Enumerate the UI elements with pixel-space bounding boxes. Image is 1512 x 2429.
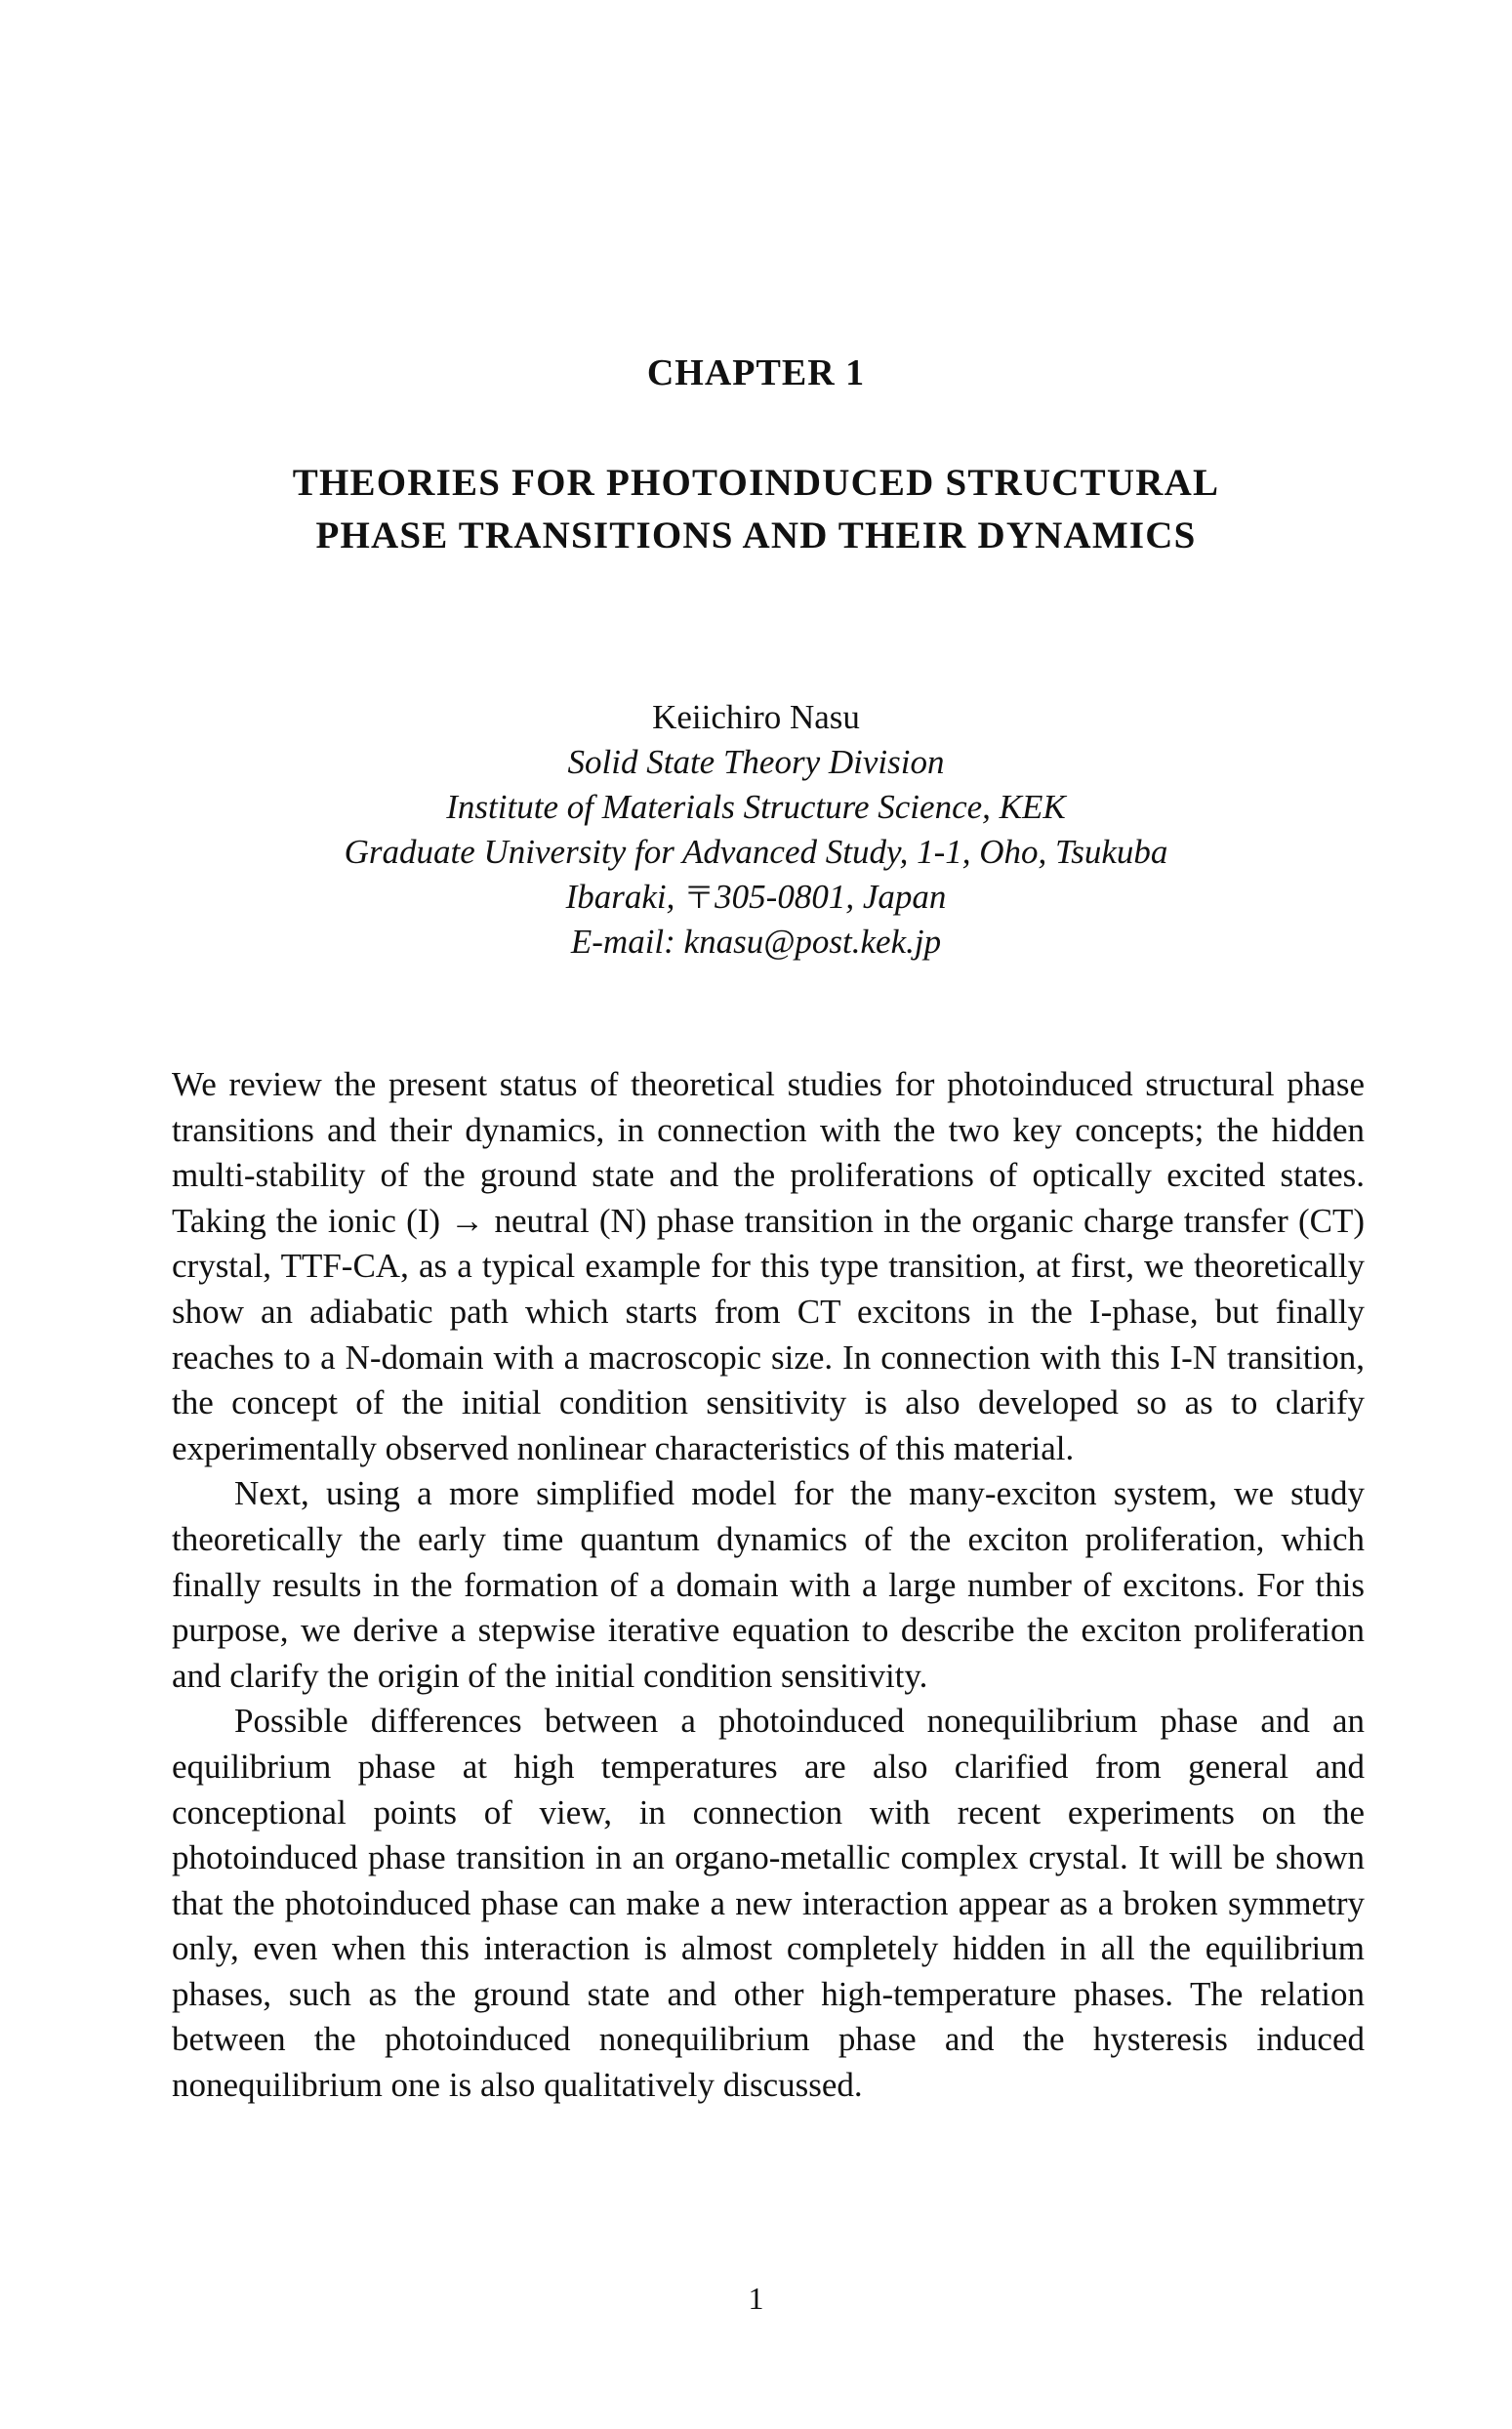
chapter-label: CHAPTER 1 — [646, 352, 866, 393]
affiliation-division: Solid State Theory Division — [567, 743, 945, 781]
abstract-paragraph-2: Next, using a more simplified model for the many-exciton system, we study theoretically the early time quantum dynamics of the exciton proliferation, which finally results in the formation of a domain with a large number of excitons. For this purpose, we derive a stepwise iterative equation to describe the exciton proliferation and clarify the origin of the initial condition sensitivity. — [172, 1474, 1365, 1695]
author-name: Keiichiro Nasu — [652, 698, 860, 736]
postal-mark-icon: 〒 — [683, 879, 715, 916]
chapter-title-line-2: PHASE TRANSITIONS AND THEIR DYNAMICS — [315, 515, 1197, 556]
affiliation-institute: Institute of Materials Structure Science, KEK — [446, 788, 1066, 826]
chapter-title — [0, 457, 1512, 562]
abstract-paragraph-3: Possible differences between a photoinduced nonequilibrium phase and an equilibrium phase at high temperatures are also clarified from general and conceptional points of view, in connection with recent experiments on the photoinduced phase transition in an organo-metallic complex crystal. It will be shown that the photoinduced phase can make a new interaction appear as a broken symmetry only, even when this interaction is almost completely hidden in all the equilibrium phases, such as the ground state and other high-temperature phases. The relation between the photoinduced nonequilibrium phase and the hysteresis induced nonequilibrium one is also qualitatively discussed. — [172, 1702, 1365, 2105]
abstract-paragraph-1: We review the present status of theoretical studies for photoinduced structural phase transitions and their dynamics, in connection with the two key concepts; the hidden multi-stability of the ground state and the proliferations of optically excited states. Taking the ionic (I) → neutral (N) phase transition in the organic charge transfer (CT) crystal, TTF-CA, as a typical example for this type transition, at first, we theoretically show an adiabatic path which starts from CT excitons in the I-phase, but finally reaches to a N-domain with a macroscopic size. In connection with this I-N transition, the concept of the initial condition sensitivity is also developed so as to clarify experimentally observed nonlinear characteristics of this material. — [172, 1065, 1365, 1467]
chapter-title-line-1: THEORIES FOR PHOTOINDUCED STRUCTURAL — [292, 462, 1220, 504]
affiliation-address — [0, 875, 1512, 920]
address-suffix: 305-0801, Japan — [715, 878, 947, 916]
author-block — [0, 695, 1512, 965]
abstract — [172, 1062, 1365, 2109]
page-number: 1 — [748, 2281, 764, 2316]
affiliation-university: Graduate University for Advanced Study, 1-1, Oho, Tsukuba — [344, 833, 1168, 871]
address-prefix: Ibaraki, — [565, 878, 684, 916]
author-email: E-mail: knasu@post.kek.jp — [570, 923, 942, 961]
